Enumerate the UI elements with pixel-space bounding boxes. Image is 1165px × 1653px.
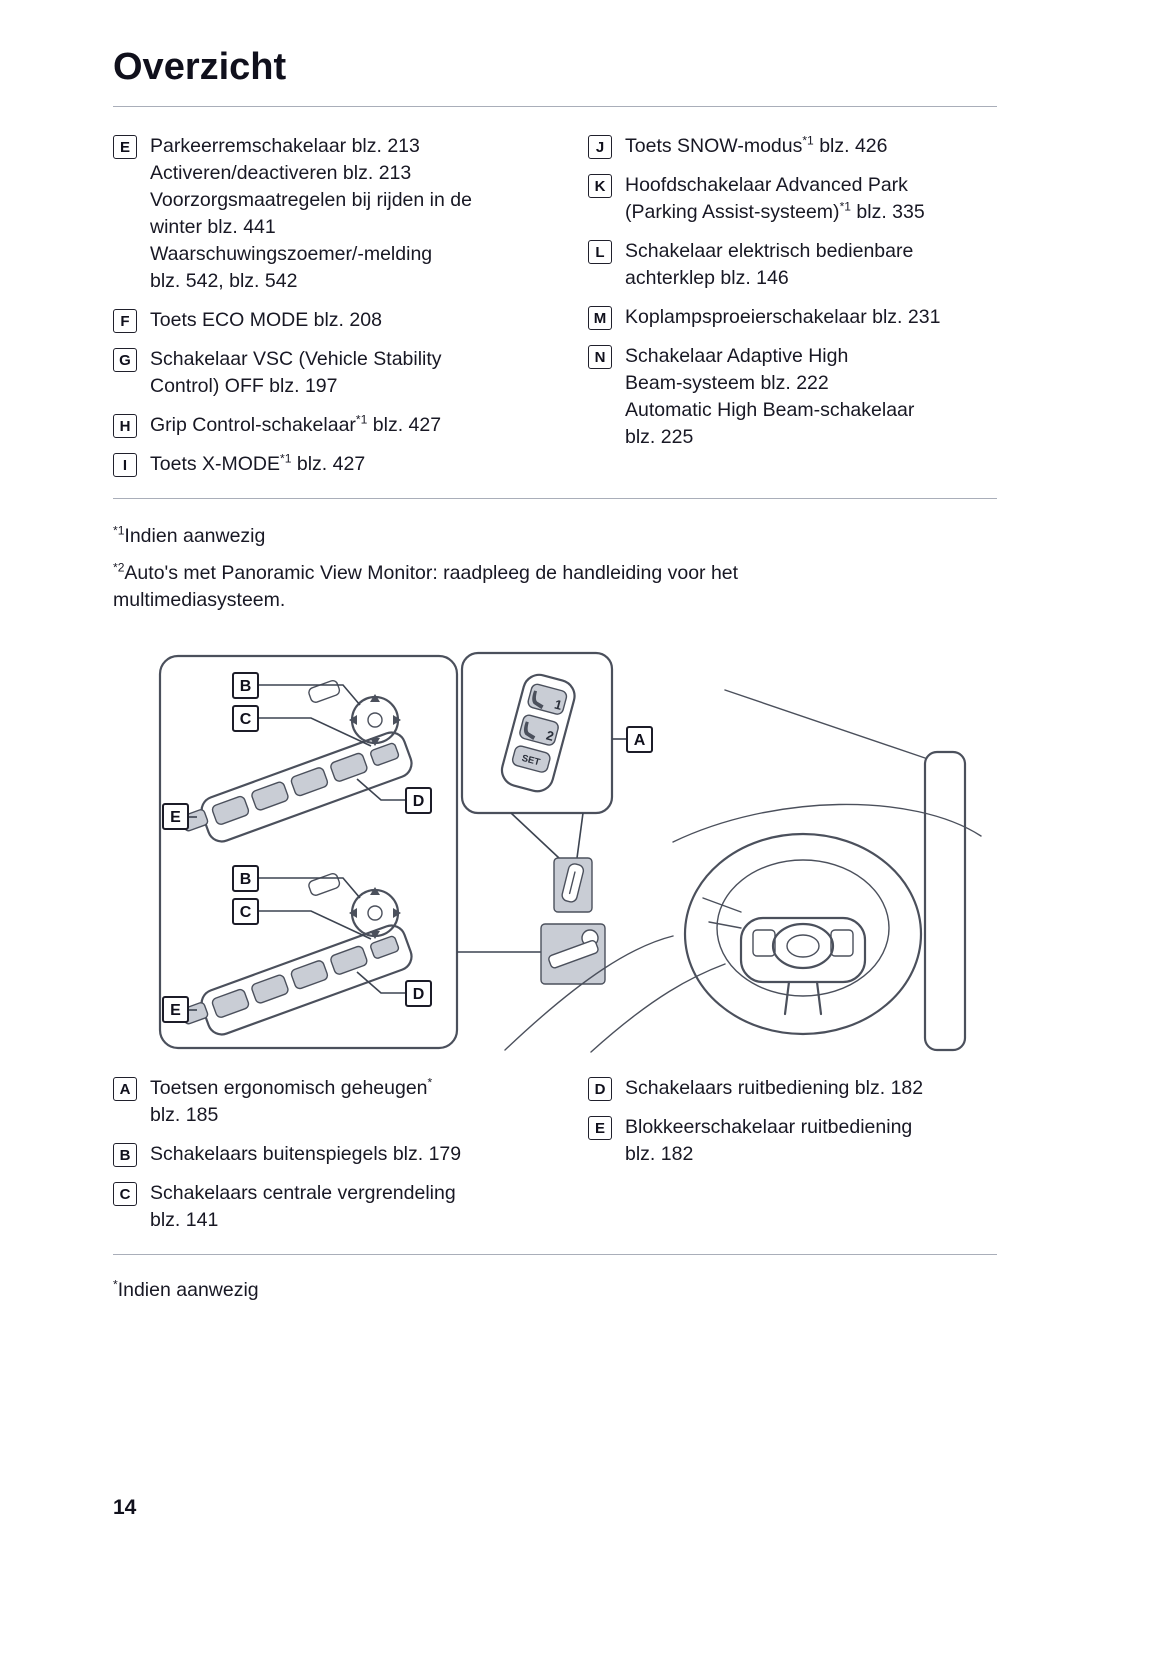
legend-item-i (113, 451, 588, 478)
legend-text: Toets ECO MODE blz. 208 (150, 309, 382, 331)
legend-key-c: C (113, 1182, 137, 1206)
legend-item-c (113, 1180, 588, 1234)
bottom-legend (113, 1061, 997, 1246)
svg-text:B: B (239, 678, 252, 695)
legend-key-f: F (113, 309, 137, 333)
legend-key-e: E (588, 1116, 612, 1140)
door-panel-upper (163, 673, 431, 853)
legend-item-h (113, 412, 588, 439)
seat-memory-switch (498, 671, 578, 795)
legend-text: Grip Control-schakelaar$^{*1}$ blz. 427 (150, 412, 442, 436)
footnotes-top (113, 499, 997, 614)
svg-text:D: D (412, 793, 425, 810)
legend-text: Hoofdschakelaar Advanced Park (Parking Assist-systeem)$^{*1}$ blz. 335 (625, 174, 925, 223)
steering-wheel (685, 834, 921, 1034)
door-pillar (925, 752, 965, 1050)
legend-item-b (113, 1141, 588, 1168)
figure-label-b (233, 866, 258, 891)
legend-text: Schakelaars buitenspiegels blz. 179 (150, 1143, 462, 1165)
footnote: $^{*2}$Auto's met Panoramic View Monitor: raadpleeg de handleiding voor het multimediasysteem. (113, 560, 739, 611)
legend-item-j (588, 133, 997, 160)
legend-key-m: M (588, 306, 612, 330)
legend-item-m (588, 304, 997, 331)
svg-text:D: D (412, 986, 425, 1003)
controls-figure (113, 646, 997, 1061)
legend-text: Koplampsproeierschakelaar blz. 231 (625, 306, 941, 328)
window-switch-location (457, 924, 605, 984)
legend-item-e (588, 1114, 997, 1168)
legend-item-l (588, 238, 997, 292)
legend-key-n: N (588, 345, 612, 369)
legend-text: Schakelaars centrale vergrendeling blz. 141 (150, 1182, 456, 1231)
svg-text:C: C (239, 711, 252, 728)
page-title: Overzicht (113, 46, 287, 88)
bottom-legend-right-column (588, 1075, 997, 1246)
legend-text: Toets X-MODE$^{*1}$ blz. 427 (150, 451, 366, 475)
top-legend-right-column (588, 133, 997, 490)
legend-text: Blokkeerschakelaar ruitbediening blz. 182 (625, 1116, 913, 1165)
legend-key-g: G (113, 348, 137, 372)
legend-key-l: L (588, 240, 612, 264)
legend-key-j: J (588, 135, 612, 159)
top-legend (113, 107, 997, 490)
svg-text:E: E (170, 809, 181, 826)
seat-memory-inset (462, 653, 652, 858)
legend-text: Toets SNOW-modus$^{*1}$ blz. 426 (625, 133, 888, 157)
figure-label-c (233, 706, 258, 731)
legend-key-a: A (113, 1077, 137, 1101)
legend-key-b: B (113, 1143, 137, 1167)
legend-key-i: I (113, 453, 137, 477)
door-panel-lower (163, 866, 431, 1046)
svg-text:C: C (239, 904, 252, 921)
svg-text:2: 2 (544, 727, 556, 744)
bottom-legend-left-column (113, 1075, 588, 1246)
figure-label-b (233, 673, 258, 698)
legend-text: Schakelaars ruitbediening blz. 182 (625, 1077, 924, 1099)
legend-key-e: E (113, 135, 137, 159)
svg-text:E: E (170, 1002, 181, 1019)
legend-key-d: D (588, 1077, 612, 1101)
legend-text: Parkeerremschakelaar blz. 213 Activeren/deactiveren blz. 213 Voorzorgsmaatregelen bij rijden in de winter blz. 441 Waarschuwingszoemer/-melding blz. 542, blz. 542 (150, 135, 472, 292)
legend-text: Schakelaar Adaptive High Beam-systeem blz. 222 Automatic High Beam-schakelaar blz. 225 (625, 345, 915, 448)
page-number: 14 (113, 1496, 137, 1519)
legend-item-e (113, 133, 588, 295)
figure-label-a (627, 727, 652, 752)
svg-text:B: B (239, 871, 252, 888)
footnote: $^{*1}$Indien aanwezig (113, 523, 266, 547)
legend-key-k: K (588, 174, 612, 198)
legend-item-n (588, 343, 997, 451)
footnote: *Indien aanwezig (113, 1277, 259, 1301)
svg-text:SET: SET (520, 752, 542, 769)
legend-text: Toetsen ergonomisch geheugen* blz. 185 (150, 1075, 433, 1126)
svg-text:1: 1 (552, 696, 564, 713)
top-legend-left-column (113, 133, 588, 490)
legend-item-a (113, 1075, 588, 1129)
legend-item-f (113, 307, 588, 334)
figure-label-e (163, 997, 188, 1022)
svg-text:A: A (633, 732, 646, 749)
figure-label-d (406, 981, 431, 1006)
legend-item-g (113, 346, 588, 400)
manual-page (113, 0, 997, 1304)
legend-item-k (588, 172, 997, 226)
legend-item-d (588, 1075, 997, 1102)
legend-key-h: H (113, 414, 137, 438)
figure-label-c (233, 899, 258, 924)
legend-text: Schakelaar elektrisch bedienbare achterklep blz. 146 (625, 240, 914, 289)
legend-text: Schakelaar VSC (Vehicle Stability Control) OFF blz. 197 (150, 348, 442, 397)
controls-diagram (113, 646, 997, 1056)
figure-label-d (406, 788, 431, 813)
seat-switch-location (554, 858, 592, 912)
figure-label-e (163, 804, 188, 829)
footnotes-bottom (113, 1255, 997, 1304)
